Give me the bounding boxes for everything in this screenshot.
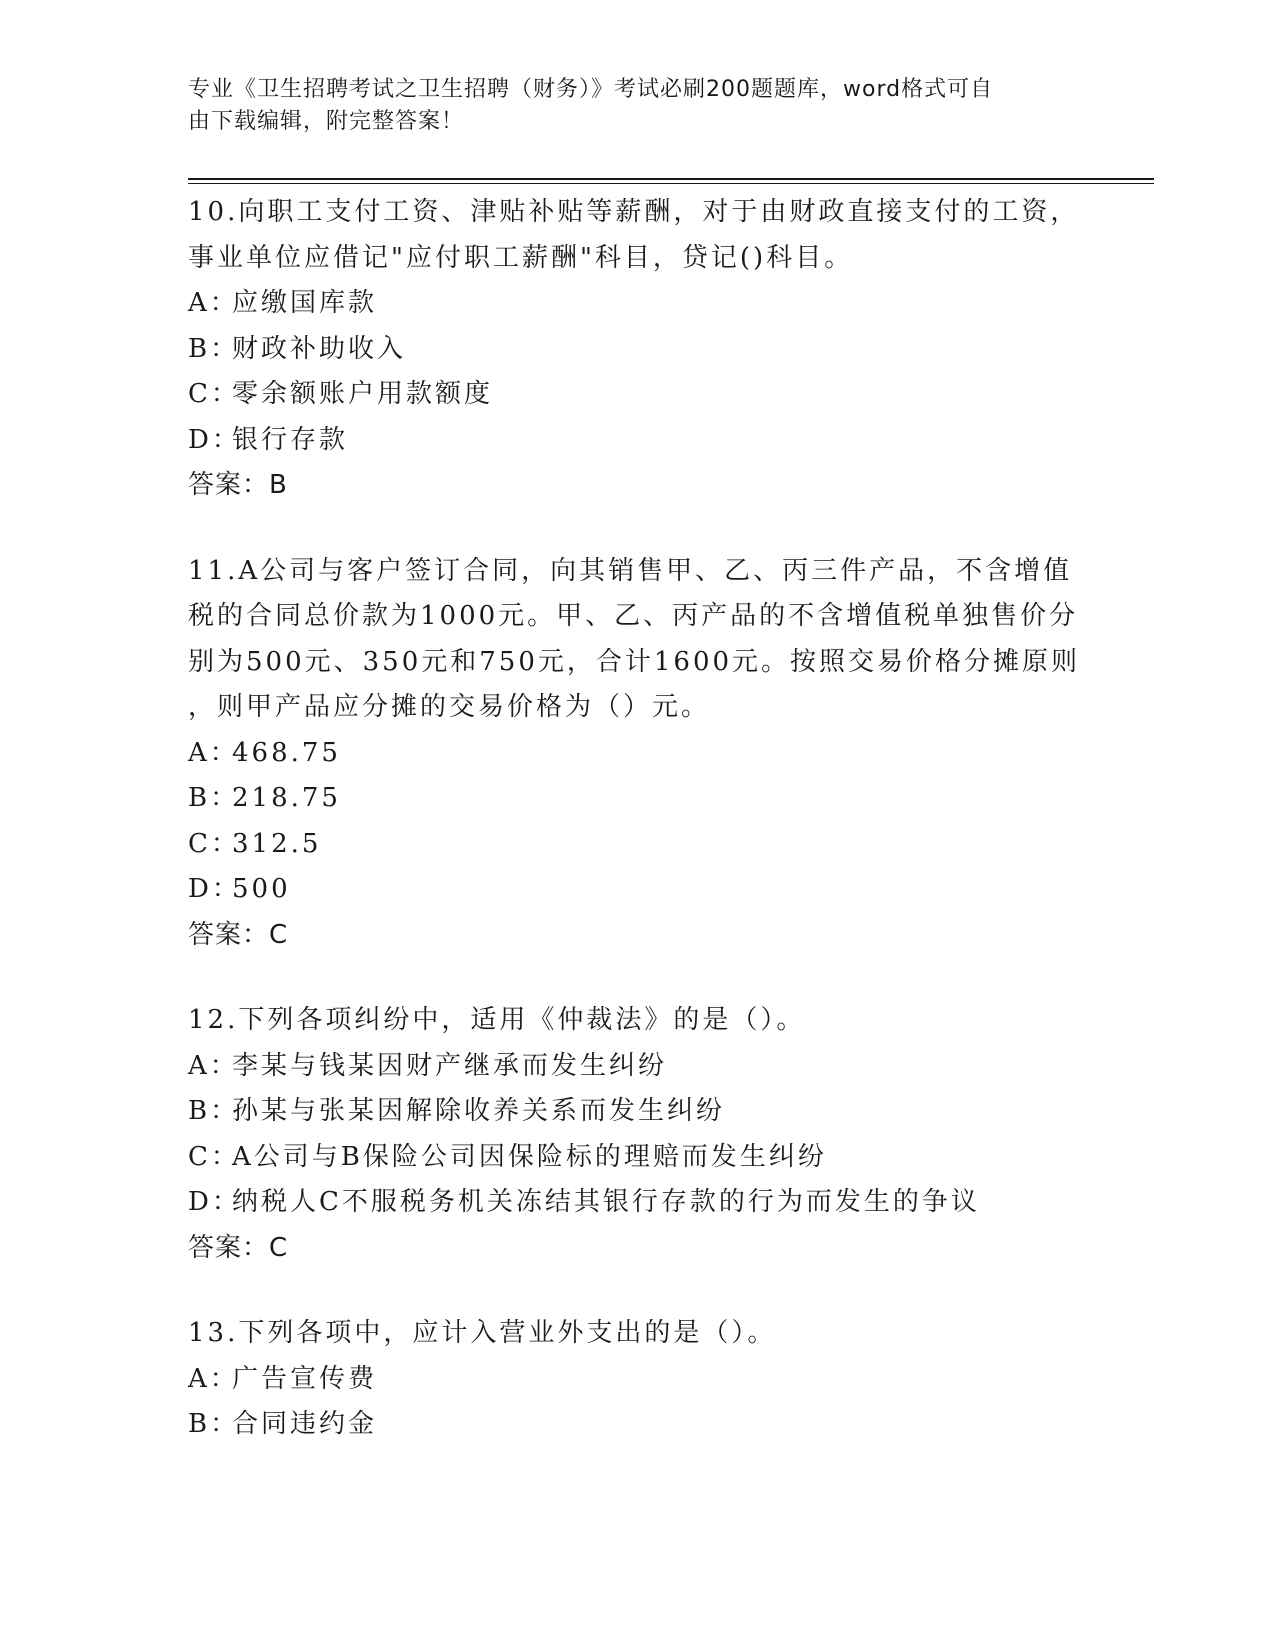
option-key: D：: [188, 424, 241, 455]
option-c: [188, 1135, 1088, 1181]
option-c: [188, 372, 1088, 418]
option-text: 合同违约金: [232, 1409, 378, 1439]
option-text: 银行存款: [232, 424, 349, 455]
option-key: B：: [188, 1409, 240, 1439]
option-d: [188, 867, 1088, 913]
option-text: 财政补助收入: [232, 333, 407, 364]
option-text: 纳税人C不服税务机关冻结其银行存款的行为而发生的争议: [232, 1187, 980, 1217]
option-key: B：: [188, 333, 240, 364]
option-text: 500: [232, 874, 291, 904]
question-stem-line: 事业单位应借记"应付职工薪酬"科目，贷记()科目。: [188, 242, 854, 273]
question-stem-line: ，则甲产品应分摊的交易价格为（）元。: [188, 692, 711, 722]
option-b: [188, 327, 1088, 373]
option-b: [188, 1089, 1088, 1135]
option-key: C：: [188, 828, 240, 859]
option-d: [188, 1180, 1088, 1226]
question-11: [188, 549, 1088, 959]
question-stem-line: 10.向职工支付工资、津贴补贴等薪酬，对于由财政直接支付的工资，: [188, 197, 1080, 227]
option-text: 李某与钱某因财产继承而发生纠纷: [232, 1050, 668, 1081]
header-title-line-2: 由下载编辑，附完整答案！: [188, 109, 465, 134]
answer-line: 答案：C: [188, 1232, 289, 1263]
question-10: [188, 190, 1088, 509]
question-stem-line: 11.A公司与客户签订合同，向其销售甲、乙、丙三件产品，不含增值: [188, 555, 1073, 586]
option-a: [188, 731, 1088, 777]
option-text: 孙某与张某因解除收养关系而发生纠纷: [232, 1096, 726, 1126]
option-key: B：: [188, 783, 240, 813]
option-text: 218.75: [232, 783, 341, 813]
document-header: [188, 74, 1068, 138]
option-text: 应缴国库款: [232, 288, 378, 318]
option-text: 312.5: [232, 828, 322, 859]
question-list: [188, 190, 1088, 1488]
question-stem-line: 12.下列各项纠纷中，适用《仲裁法》的是（）。: [188, 1005, 806, 1035]
option-key: A：: [188, 288, 239, 318]
option-text: A公司与B保险公司因保险标的理赔而发生纠纷: [232, 1141, 827, 1172]
option-c: [188, 822, 1088, 868]
option-key: B：: [188, 1096, 240, 1126]
option-key: A：: [188, 1363, 239, 1394]
option-key: A：: [188, 1050, 239, 1081]
option-b: [188, 1402, 1088, 1448]
option-key: C：: [188, 1141, 240, 1172]
question-12: [188, 998, 1088, 1271]
question-stem-line: 别为500元、350元和750元，合计1600元。按照交易价格分摊原则: [188, 646, 1081, 677]
answer-line: 答案：B: [188, 470, 288, 500]
option-key: C：: [188, 379, 240, 409]
option-text: 广告宣传费: [232, 1363, 378, 1394]
option-a: [188, 1357, 1088, 1403]
header-title-line-1: 专业《卫生招聘考试之卫生招聘（财务）》考试必刷200题题库，word格式可自: [188, 77, 994, 102]
question-stem-line: 13.下列各项中，应计入营业外支出的是（）。: [188, 1318, 777, 1348]
option-a: [188, 281, 1088, 327]
option-key: A：: [188, 737, 239, 768]
answer-line: 答案：C: [188, 919, 289, 950]
option-text: 零余额账户用款额度: [232, 379, 494, 409]
header-divider-thin: [188, 183, 1154, 184]
option-text: 468.75: [232, 737, 341, 768]
header-divider-thick: [188, 178, 1154, 180]
option-key: D：: [188, 874, 241, 904]
question-stem-line: 税的合同总价款为1000元。甲、乙、丙产品的不含增值税单独售价分: [188, 601, 1079, 631]
option-key: D：: [188, 1187, 241, 1217]
option-a: [188, 1044, 1088, 1090]
option-b: [188, 776, 1088, 822]
option-d: [188, 418, 1088, 464]
question-13: [188, 1311, 1088, 1448]
